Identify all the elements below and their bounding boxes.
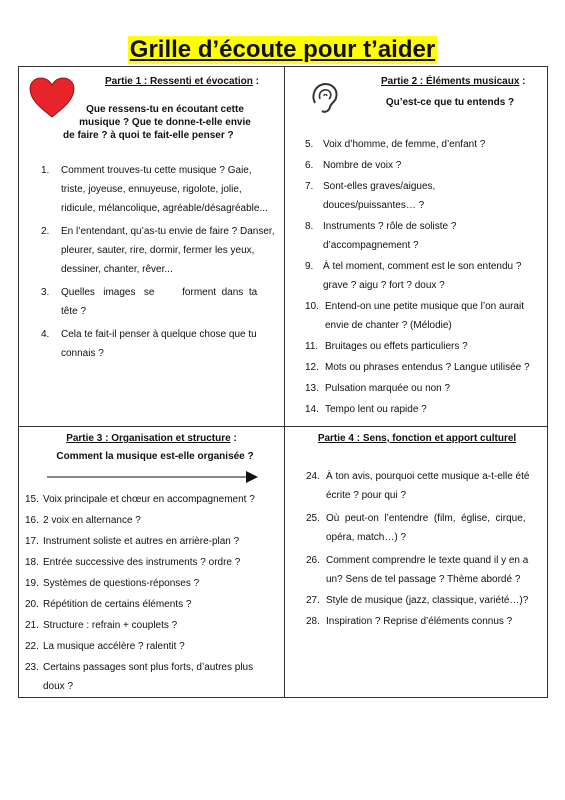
part1-question bbox=[59, 103, 271, 129]
page-title: Grille d’écoute pour t’aider bbox=[129, 36, 436, 63]
list-item: 20. Répétition de certains éléments ? bbox=[25, 599, 192, 610]
part1-heading: Partie 1 : Ressenti et évocation : bbox=[105, 76, 259, 87]
part1-question-line: Que ressens-tu en écoutant cette bbox=[86, 104, 244, 115]
list-item: 16. 2 voix en alternance ? bbox=[25, 515, 141, 526]
list-item: 7. Sont-elles graves/aigues, douces/puissantes… ? bbox=[305, 181, 436, 211]
part4-list bbox=[306, 467, 546, 631]
list-item: 8. Instruments ? rôle de soliste ? d’accompagnement ? bbox=[305, 221, 457, 251]
part2-heading: Partie 2 : Éléments musicaux : bbox=[381, 76, 526, 87]
list-item: 18. Entrée successive des instruments ? ordre ? bbox=[25, 557, 241, 568]
part2-question: Qu’est-ce que tu entends ? bbox=[385, 97, 515, 108]
list-item: 23. Certains passages sont plus forts, d’autres plus doux ? bbox=[25, 662, 254, 692]
list-item: 26. Comment comprendre le texte quand il y en a un? Sens de tel passage ? Thème abordé ? bbox=[306, 555, 529, 585]
list-item: 4. Cela te fait-il penser à quelque chose que tu connais ? bbox=[41, 329, 257, 359]
part1-cell bbox=[19, 67, 284, 426]
list-item: 22. La musique accélère ? ralentit ? bbox=[25, 641, 185, 652]
list-item: 14. Tempo lent ou rapide ? bbox=[305, 404, 427, 415]
part1-question-line: de faire ? à quoi te fait-elle penser ? bbox=[63, 130, 234, 141]
list-item: 5. Voix d’homme, de femme, d’enfant ? bbox=[305, 139, 486, 150]
list-item: 10. Entend-on une petite musique que l’on aurait envie de chanter ? (Mélodie) bbox=[305, 301, 525, 331]
list-item: 25. Où peut-on l’entendre (film, église, cirque, opéra, match…) ? bbox=[306, 513, 526, 543]
list-item: 28. Inspiration ? Reprise d’éléments connus ? bbox=[306, 616, 513, 627]
listening-grid bbox=[18, 66, 548, 698]
part3-cell bbox=[19, 427, 284, 698]
part1-question-line: musique ? Que te donne-t-elle envie bbox=[79, 117, 251, 128]
part1-question-last bbox=[63, 129, 275, 142]
part3-heading: Partie 3 : Organisation et structure : bbox=[66, 433, 237, 444]
part2-list bbox=[305, 135, 545, 419]
list-item: 1. Comment trouves-tu cette musique ? Gaie, triste, joyeuse, ennuyeuse, rigolote, jolie, ridicule, mélancolique, agréable/désagréable... bbox=[41, 165, 268, 214]
part4-cell bbox=[285, 427, 549, 698]
part3-list bbox=[25, 490, 281, 696]
list-item: 2. En l’entendant, qu’as-tu envie de faire ? Danser, pleurer, sauter, rire, dormir, fermer les yeux, dessiner, chanter, rêver... bbox=[41, 226, 275, 275]
list-item: 6. Nombre de voix ? bbox=[305, 160, 402, 171]
list-item: 17. Instrument soliste et autres en arrière-plan ? bbox=[25, 536, 240, 547]
list-item: 24. À ton avis, pourquoi cette musique a-t-elle été écrite ? pour qui ? bbox=[306, 471, 530, 501]
list-item: 19. Systèmes de questions-réponses ? bbox=[25, 578, 200, 589]
part3-question: Comment la musique est-elle organisée ? bbox=[56, 451, 254, 462]
list-item: 12. Mots ou phrases entendus ? Langue utilisée ? bbox=[305, 362, 530, 373]
part2-cell bbox=[285, 67, 549, 426]
list-item: 27. Style de musique (jazz, classique, variété…)? bbox=[306, 595, 529, 606]
list-item: 3. Quelles images se forment dans ta tête ? bbox=[41, 287, 258, 317]
title-container bbox=[0, 36, 565, 64]
part4-heading: Partie 4 : Sens, fonction et apport culturel bbox=[317, 433, 517, 444]
list-item: 11. Bruitages ou effets particuliers ? bbox=[305, 341, 468, 352]
list-item: 9. À tel moment, comment est le son entendu ? grave ? aigu ? fort ? doux ? bbox=[305, 261, 522, 291]
ear-icon bbox=[307, 81, 341, 115]
list-item: 21. Structure : refrain + couplets ? bbox=[25, 620, 178, 631]
part1-list bbox=[41, 161, 281, 363]
list-item: 15. Voix principale et chœur en accompagnement ? bbox=[25, 494, 255, 505]
arrow-right-icon bbox=[47, 469, 259, 485]
list-item: 13. Pulsation marquée ou non ? bbox=[305, 383, 451, 394]
